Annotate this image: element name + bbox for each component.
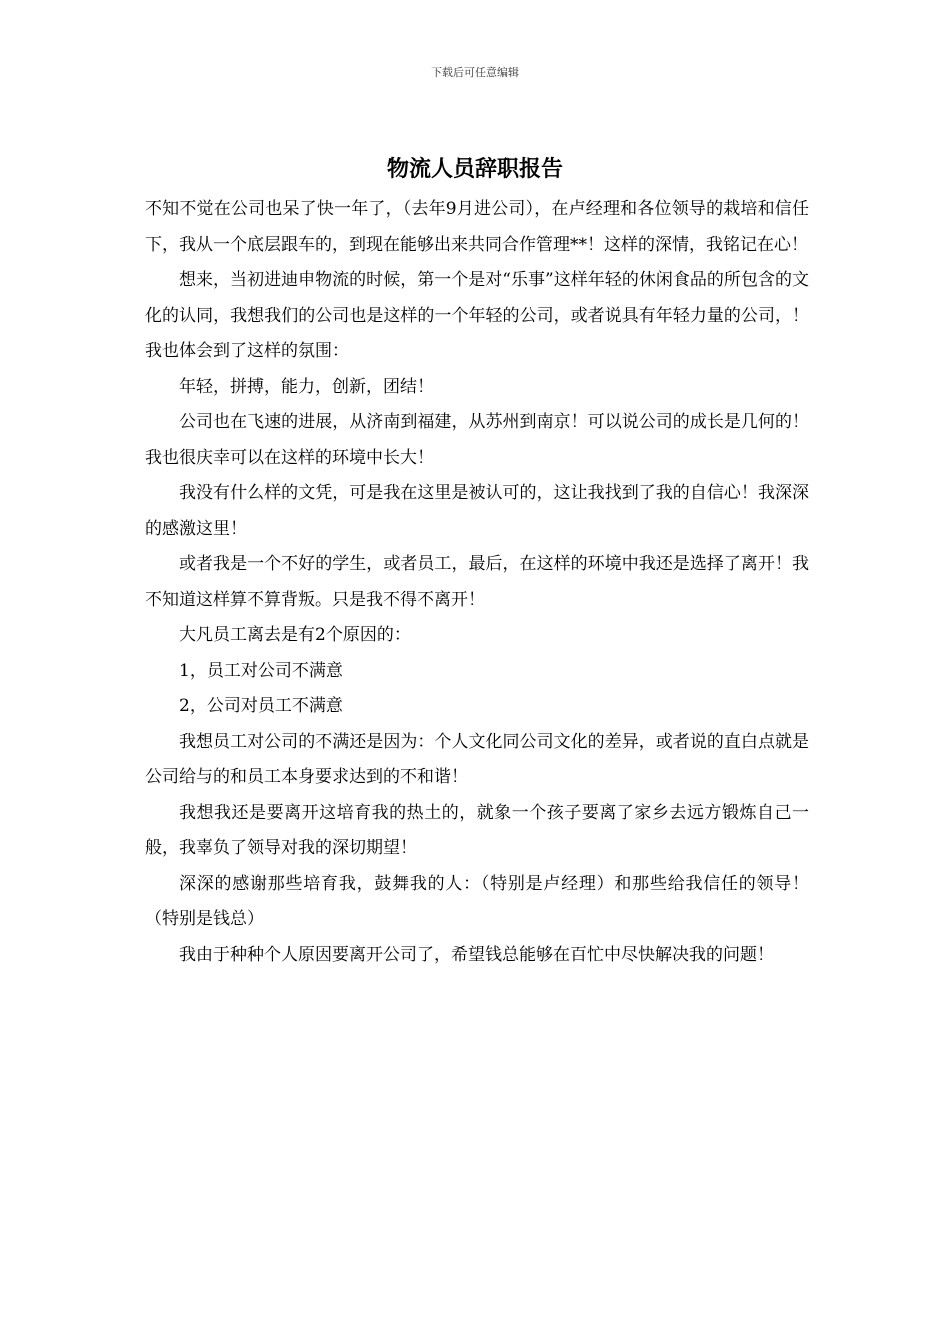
list-item-2: 2，公司对员工不满意: [179, 696, 343, 716]
document-body: [145, 192, 809, 973]
paragraph-2: 想来，当初进迪申物流的时候，第一个是对“乐事”这样年轻的休闲食品的所包含的文化的认同，我想我们的公司也是这样的一个年轻的公司，或者说具有年轻力量的公司，！我也体会到了这样的氛围：: [145, 270, 809, 361]
paragraph-4: 公司也在飞速的进展，从济南到福建，从苏州到南京！可以说公司的成长是几何的！我也很庆幸可以在这样的环境中长大！: [145, 412, 809, 468]
paragraph-11: 我由于种种个人原因要离开公司了，希望钱总能够在百忙中尽快解决我的问题！: [179, 944, 774, 965]
paragraph-7: 大凡员工离去是有2个原因的：: [179, 625, 411, 645]
paragraph-10: 深深的感谢那些培育我，鼓舞我的人：（特别是卢经理）和那些给我信任的领导！（特别是钱总）: [145, 873, 809, 929]
paragraph-5: 我没有什么样的文凭，可是我在这里是被认可的，这让我找到了我的自信心！我深深的感激这里！: [145, 483, 809, 539]
list-item-1: 1，员工对公司不满意: [179, 660, 343, 681]
document-title: 物流人员辞职报告: [386, 156, 563, 182]
header-note: 下载后可任意编辑: [431, 66, 519, 79]
paragraph-1: 不知不觉在公司也呆了快一年了，（去年9月进公司），在卢经理和各位领导的栽培和信任下，我从一个底层跟车的，到现在能够出来共同合作管理**！这样的深情，我铭记在心！: [145, 199, 809, 255]
paragraph-3: 年轻，拼搏，能力，创新，团结！: [179, 376, 434, 397]
paragraph-6: 或者我是一个不好的学生，或者员工，最后，在这样的环境中我还是选择了离开！我不知道这样算不算背叛。只是我不得不离开！: [145, 554, 809, 610]
paragraph-9: 我想我还是要离开这培育我的热土的，就象一个孩子要离了家乡去远方锻炼自己一般，我辜负了领导对我的深切期望！: [145, 802, 809, 858]
paragraph-8: 我想员工对公司的不满还是因为：个人文化同公司文化的差异，或者说的直白点就是公司给与的和员工本身要求达到的不和谐！: [145, 731, 809, 787]
